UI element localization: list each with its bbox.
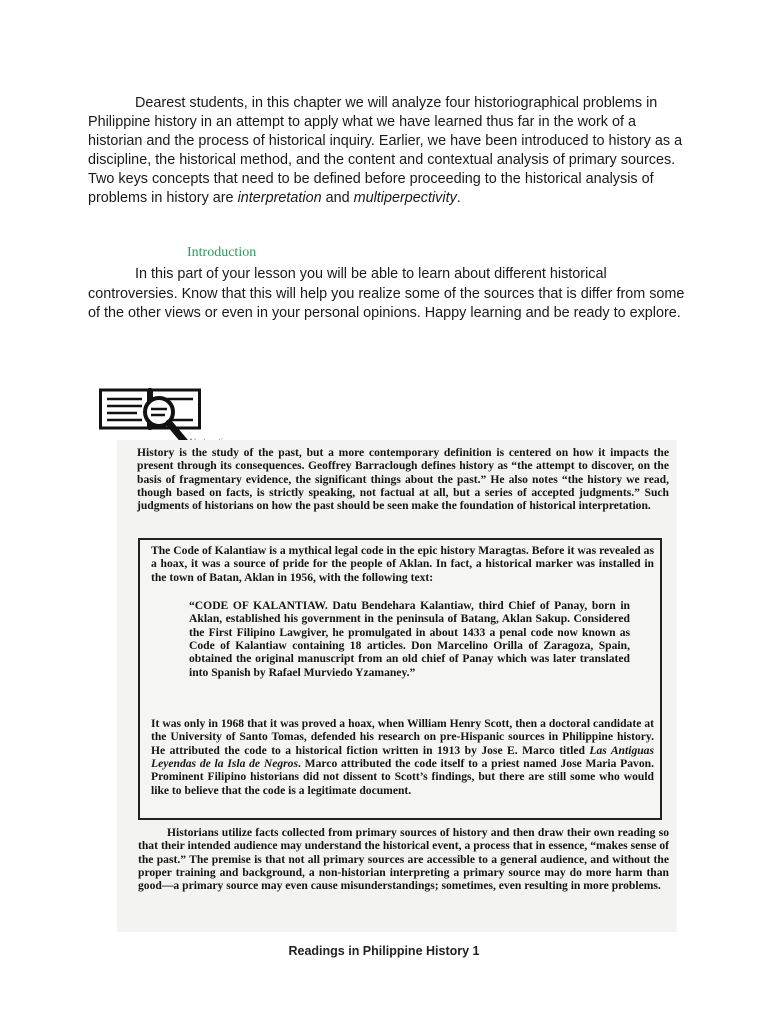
- hoax-text-end: . Marco attributed the code itself to a priest named Jose Maria Pavon. Prominent Filipino historians did not dissent to Scott’s findings, but there are still some who would like to believe that the code is a legitimate document.: [151, 757, 654, 797]
- intro-and: and: [321, 190, 354, 206]
- term-multiperpectivity: multiperpectivity: [353, 190, 457, 206]
- intro-paragraph: [88, 94, 688, 208]
- introduction-heading: Introduction: [187, 245, 257, 260]
- historians-paragraph: Historians utilize facts collected from primary sources of history and then draw their own reading so that their intended audience may understand the historical event, a process that in essence, “makes sense of the past.” The premise is that not all primary sources are accessible to a general audience, and without the proper training and background, a non-historian interpreting a primary source may do more harm than good—a primary source may even cause misunderstandings; sometimes, even resulting in more problems.: [138, 826, 669, 893]
- kalantiaw-marker-quote: “CODE OF KALANTIAW. Datu Bendehara Kalantiaw, third Chief of Panay, born in Aklan, established his government in the peninsula of Batang, Aklan Sakup. Considered the First Filipino Lawgiver, he promulgated in about 1433 a penal code now known as Code of Kalantiaw containing 18 articles. Don Marcelino Orilla of Zaragoza, Spain, obtained the original manuscript from an old chief of Panay which was later translated into Spanish by Rafael Murviedo Yzamaney.”: [189, 599, 630, 679]
- scanned-textbook-excerpt: [117, 440, 677, 932]
- kalantiaw-box: [138, 538, 662, 820]
- intro-text: Dearest students, in this chapter we will analyze four historiographical problems in Philippine history in an attempt to apply what we have learned thus far in the work of a historian and the process of historical inquiry. Earlier, we have been introduced to history as a discipline, the historical method, and the content and contextual analysis of primary sources. Two keys concepts that need to be defined before proceeding to the historical analysis of problems in history are: [88, 95, 683, 206]
- kalantiaw-hoax-paragraph: [151, 717, 654, 797]
- book-title: Las Antiguas Leyendas de la Isla de Negros: [151, 743, 654, 771]
- hoax-text: It was only in 1968 that it was proved a hoax, when William Henry Scott, then a doctoral candidate at the University of Santo Tomas, defended his research on pre-Hispanic sources in Philippine history. He attributed the code to a historical fiction written in 1913 by Jose E. Marco titled: [151, 717, 654, 757]
- history-definition-paragraph: History is the study of the past, but a more contemporary definition is centered on how it impacts the present through its consequences. Geoffrey Barraclough defines history as “the attempt to discover, on the basis of fragmentary evidence, the significant things about the past.” He also notes “the history we read, though based on facts, is strictly speaking, not factual at all, but a series of accepted judgments.” Such judgments of historians on how the past should be seen make the foundation of historical interpretation.: [137, 446, 669, 513]
- page-footer: Readings in Philippine History 1: [288, 944, 480, 958]
- book-magnifier-icon: [99, 385, 201, 447]
- term-interpretation: interpretation: [237, 190, 322, 206]
- lesson-paragraph: In this part of your lesson you will be able to learn about different historical controversies. Know that this will help you realize some of the sources that is differ from some of the other views or even in your personal opinions. Happy learning and be ready to explore.: [88, 266, 685, 321]
- kalantiaw-intro: The Code of Kalantiaw is a mythical legal code in the epic history Maragtas. Before it was revealed as a hoax, it was a source of pride for the people of Aklan. In fact, a historical marker was installed in the town of Batan, Aklan in 1956, with the following text:: [151, 544, 654, 584]
- intro-end: .: [456, 190, 461, 206]
